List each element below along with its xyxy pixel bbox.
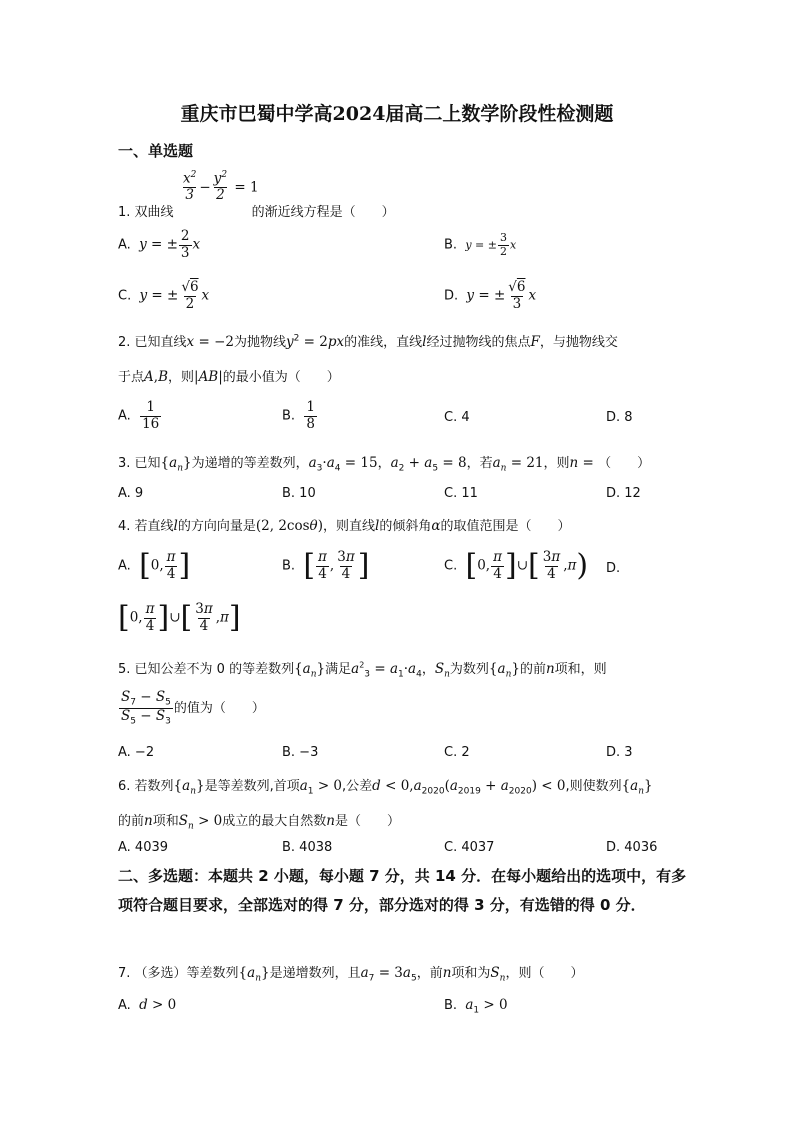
q1-option-a: A. y = ± $\frac{2}{3}$ x xyxy=(118,228,201,261)
q2-option-b: B. $\frac{1}{8}$ xyxy=(282,399,315,432)
q7-stem: 7. （多选）等差数列$\{a_n\}$是递增数列，且$a_7 = 3a_5$，前n项和为$S_n$，则（ ） xyxy=(118,965,584,984)
q5-stem-line1: 5. 已知公差不为 0 的等差数列$\{a_n\}$满足$a^2_3 = a_1\cdot a_4$，$S_n$为数列$\{a_n\}$的前n项和，则 xyxy=(118,660,607,680)
q1-option-c: C. y = ± $\frac{√6}{2}$ x xyxy=(118,279,210,312)
q2-option-c: C. 4 xyxy=(444,410,470,425)
q4-option-a: A. [0, $\frac{\pi}{4}$ ] xyxy=(118,548,191,584)
q3-stem: 3. 已知$\{a_n\}$为递增的等差数列，$a_3\cdot a_4 = 15$，$a_2 + a_5 = 8$，若$a_n = 21$，则n = （ ） xyxy=(118,455,651,474)
q3-option-b: B. 10 xyxy=(282,486,316,501)
q5-stem-line2: $\frac{S_7 - S_5}{S_5 - S_3}$ 的值为（ ） xyxy=(121,689,265,727)
q1-option-b: B. y = ± $\frac{3}{2}$ x xyxy=(444,231,517,258)
q7-option-a: A. d > 0 xyxy=(118,997,177,1013)
section-single-choice: 一、单选题 xyxy=(118,142,194,160)
q1-hyperbola-equation: $\frac{x^2}{3}$ − $\frac{y^2}{2}$ = 1 xyxy=(183,170,259,204)
q6-stem-line1: 6. 若数列$\{a_n\}$是等差数列,首项$a_1 > 0$,公差$d < 0,a_{2020}(a_{2019} + a_{2020}) < 0$,则使数列$\{a_n\}$ xyxy=(118,778,653,797)
q4-stem: 4. 若直线l的方向向量是(2, 2cosθ)，则直线l的倾斜角α的取值范围是（ ） xyxy=(118,518,571,534)
section-multiple-choice: 二、多选题：本题共 2 小题，每小题 7 分，共 14 分．在每小题给出的选项中，有多项符合题目要求，全部选对的得 7 分，部分选对的得 3 分，有选错的得 0 分． xyxy=(118,867,687,914)
q5-option-c: C. 2 xyxy=(444,745,470,760)
q6-option-c: C. 4037 xyxy=(444,840,495,855)
q4-option-b: B. [ $\frac{\pi}{4}$ , $\frac{3\pi}{4}$ ] xyxy=(282,548,370,584)
q3-option-d: D. 12 xyxy=(606,486,641,501)
q2-option-d: D. 8 xyxy=(606,410,633,425)
q4-option-c: C. [0, $\frac{\pi}{4}$ ]∪[ $\frac{3\pi}{4}$ ,π) xyxy=(444,548,589,584)
q2-stem-line1: 2. 已知直线x = −2为抛物线$y^2 = 2px$的准线，直线l经过抛物线的焦点F，与抛物线交 xyxy=(118,333,618,350)
q4-option-d-label: D. xyxy=(606,561,621,576)
q7-option-b: B. $a_1 > 0$ xyxy=(444,997,508,1016)
q3-option-c: C. 11 xyxy=(444,486,478,501)
q5-option-b: B. −3 xyxy=(282,745,319,760)
q6-option-b: B. 4038 xyxy=(282,840,333,855)
q2-option-a: A. $\frac{1}{16}$ xyxy=(118,399,160,432)
q6-stem-line2: 的前n项和$S_n > 0$成立的最大自然数n是（ ） xyxy=(118,813,400,832)
q5-option-d: D. 3 xyxy=(606,745,633,760)
q2-stem-line2: 于点A,B，则|AB|的最小值为（ ） xyxy=(118,369,340,385)
q3-option-a: A. 9 xyxy=(118,486,144,501)
q1-stem: 1. 双曲线 的渐近线方程是（ ） xyxy=(118,205,395,220)
q6-option-a: A. 4039 xyxy=(118,840,169,855)
q1-option-d: D. y = ± $\frac{√6}{3}$ x xyxy=(444,279,537,312)
page-title: 重庆市巴蜀中学高2024届高二上数学阶段性检测题 xyxy=(180,103,614,125)
q4-option-d: [0, $\frac{\pi}{4}$ ]∪[ $\frac{3\pi}{4}$ ,π] xyxy=(118,600,241,636)
q6-option-d: D. 4036 xyxy=(606,840,658,855)
q5-option-a: A. −2 xyxy=(118,745,155,760)
